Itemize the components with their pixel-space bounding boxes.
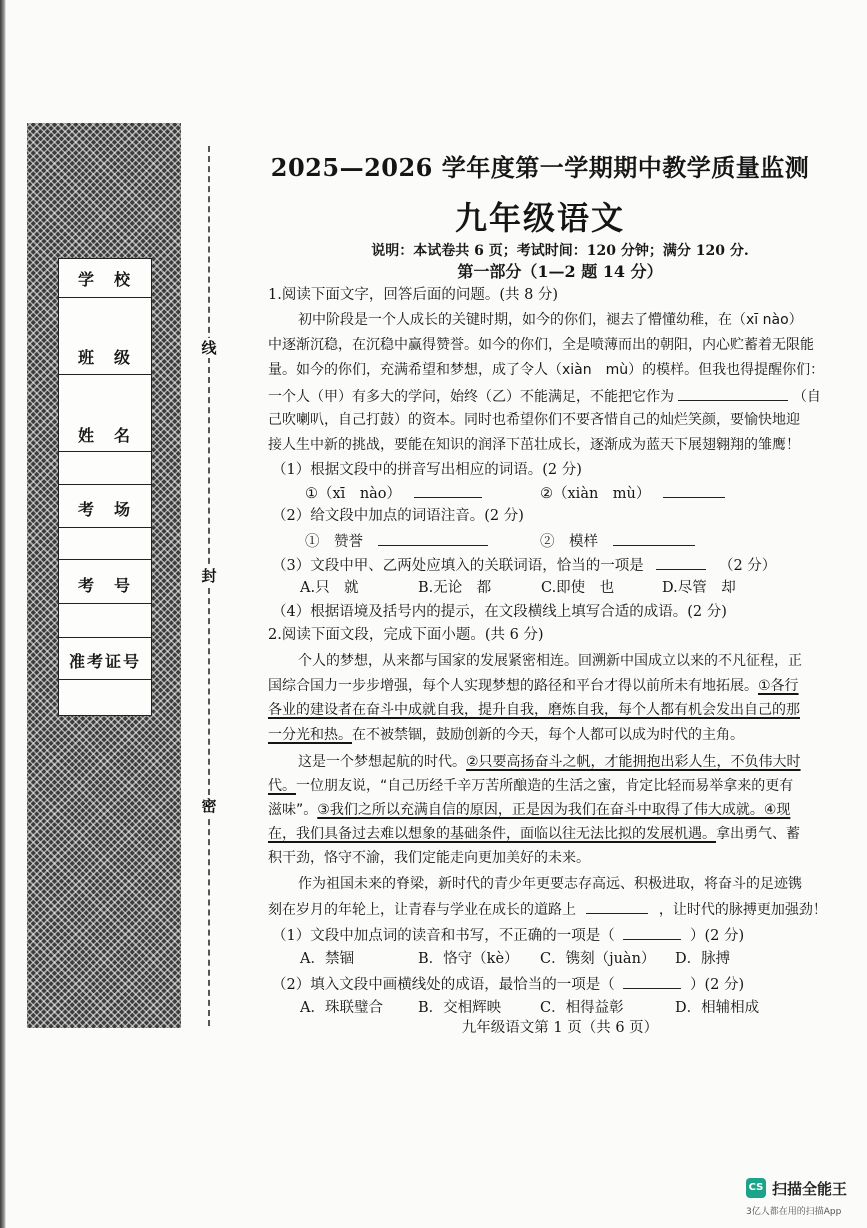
- idiom-blank: [678, 385, 788, 401]
- answer-blank: [414, 482, 482, 498]
- underlined-sentence-1: ①各行: [758, 678, 799, 694]
- q1-sub1-item-b: ②（xiàn mù）: [540, 482, 725, 504]
- q2-sub1-option: C．镌刻（juàn）: [540, 951, 656, 967]
- underlined-sentence-1: 一分光和热。: [268, 727, 352, 743]
- q2-sub2: （2）填入文段中画横线处的成语，最恰当的一项是（ ）(2 分): [272, 973, 744, 995]
- underlined-sentence-2: 代。: [268, 778, 296, 794]
- student-info-box: [58, 258, 152, 716]
- section-heading: 第一部分（1—2 题 14 分）: [457, 262, 663, 281]
- q1-text-line: 接人生中新的挑战，要能在知识的润泽下茁壮成长，逐渐成为蓝天下展翅翱翔的雏鹰！: [268, 437, 800, 453]
- binding-word-seal: 封: [199, 566, 219, 586]
- write-line: [59, 603, 151, 604]
- q2-text-line: 刻在岁月的年轮上，让青春与学业在成长的道路上 ，让时代的脉搏更加强劲！: [268, 898, 827, 920]
- page-footer: 九年级语文第 1 页（共 6 页）: [461, 1020, 659, 1036]
- q2-text-line: 这是一个梦想起航的时代。②只要高扬奋斗之帆，才能拥抱出彩人生，不负伟大时: [298, 754, 801, 770]
- q1-text-line: 中逐渐沉稳，在沉稳中赢得赞誉。如今的你们，全是喷薄而出的朝阳，内心贮蓄着无限能: [268, 337, 814, 353]
- q1-sub2: （2）给文段中加点的词语注音。(2 分): [272, 508, 524, 524]
- camscanner-tagline: 3亿人都在用的扫描App: [746, 1207, 842, 1217]
- q2-text-line: 积干劲，恪守不渝，我们定能走向更加美好的未来。: [268, 850, 590, 866]
- q2-sub1-option: A．禁锢: [300, 951, 354, 967]
- underlined-sentence-4: 在，我们具备过去难以想象的基础条件，面临以往无法比拟的发展机遇。: [268, 826, 716, 842]
- camscanner-name: 扫描全能王: [772, 1180, 848, 1198]
- field-admission-number: 准考证号: [68, 652, 141, 671]
- q2-text-line: 在，我们具备过去难以想象的基础条件，面临以往无法比拟的发展机遇。拿出勇气、蓄: [268, 826, 800, 842]
- q1-sub3-option: D.尽管 却: [662, 580, 736, 596]
- field-class: 班 级: [77, 348, 132, 367]
- q2-text-line: 国综合国力一步步增强，每个人实现梦想的路径和平台才得以前所未有地拓展。①各行: [268, 678, 799, 694]
- q1-sub4: （4）根据语境及括号内的提示，在文段横线上填写合适的成语。(2 分): [272, 604, 727, 620]
- field-seat-number: 考 号: [77, 576, 132, 595]
- underlined-sentence-1: 各业的建设者在奋斗中成就自我，提升自我，磨炼自我，每个人都有机会发出自己的那: [268, 702, 800, 718]
- binding-dashed-line: [208, 146, 210, 1026]
- q2-sub1: （1）文段中加点词的读音和书写，不正确的一项是（ ）(2 分): [272, 924, 744, 946]
- write-line: [59, 451, 151, 452]
- q2-text-line: 作为祖国未来的脊梁，新时代的青少年更要志存高远、积极进取，将奋斗的足迹镌: [298, 876, 802, 892]
- q1-sub1-item-a: ①（xī nào）: [305, 482, 482, 504]
- q2-text-line: 一分光和热。在不被禁锢，鼓励创新的今天，每个人都可以成为时代的主角。: [268, 727, 744, 743]
- q2-text-line: 个人的梦想，从来都与国家的发展紧密相连。回溯新中国成立以来的不凡征程，正: [298, 653, 802, 669]
- write-line: [59, 559, 151, 560]
- q1-text-line: [268, 385, 821, 407]
- q1-text-line: 量。如今的你们，充满希望和梦想，成了令人（xiàn mù）的模样。但我也得提醒你们：: [268, 362, 825, 378]
- exam-title: 2025—2026 学年度第一学期期中教学质量监测: [270, 153, 810, 182]
- field-exam-room: 考 场: [77, 500, 132, 519]
- exam-instructions: 说明：本试卷共 6 页；考试时间：120 分钟；满分 120 分.: [371, 243, 749, 259]
- answer-blank: [378, 530, 488, 546]
- write-line: [59, 637, 151, 638]
- scan-edge: [0, 0, 6, 1228]
- field-school: 学 校: [77, 270, 132, 289]
- answer-blank: [656, 554, 706, 570]
- field-name: 姓 名: [77, 426, 132, 445]
- q1-sub3-option: A.只 就: [300, 580, 359, 596]
- underlined-sentence-3: ③我们之所以充满自信的原因，正是因为我们在奋斗中取得了伟大成就。④现: [317, 802, 791, 818]
- write-line: [59, 484, 151, 485]
- answer-blank: [663, 482, 725, 498]
- q2-sub2-option: B．交相辉映: [418, 1000, 502, 1016]
- underlined-sentence-2: ②只要高扬奋斗之帆，才能拥抱出彩人生，不负伟大时: [466, 754, 801, 770]
- q1-text-line: 己吹喇叭，自己打鼓）的资本。同时也希望你们不要吝惜自己的灿烂笑颜，要愉快地迎: [268, 412, 800, 428]
- q2-sub1-option: D．脉搏: [675, 951, 731, 967]
- q2-text-line: 滋味”。③我们之所以充满自信的原因，正是因为我们在奋斗中取得了伟大成就。④现: [268, 802, 791, 818]
- q1-sub3-option: C.即使 也: [541, 580, 615, 596]
- idiom-blank: [586, 898, 648, 914]
- q1-sub2-item-a: ① 赞誉: [305, 530, 488, 552]
- q1-sub1: （1）根据文段中的拼音写出相应的词语。(2 分): [272, 462, 582, 478]
- q1-text-part: （自: [792, 389, 821, 405]
- q1-text-part: 一个人（甲）有多大的学问，始终（乙）不能满足，不能把它作为: [268, 389, 674, 405]
- write-line: [59, 297, 151, 298]
- answer-blank: [623, 973, 681, 989]
- write-line: [59, 679, 151, 680]
- write-line: [59, 527, 151, 528]
- q2-sub2-option: A．珠联璧合: [300, 1000, 383, 1016]
- write-line: [59, 374, 151, 375]
- answer-blank: [623, 924, 681, 940]
- q1-sub3-option: B.无论 都: [418, 580, 492, 596]
- q2-text-line: 代。一位朋友说，“自己历经千辛万苦所酿造的生活之蜜，肯定比轻而易举拿来的更有: [268, 778, 794, 794]
- q2-heading: 2.阅读下面文段，完成下面小题。(共 6 分): [268, 627, 544, 643]
- q2-sub2-option: C．相得益彰: [540, 1000, 624, 1016]
- binding-word-line: 线: [199, 338, 219, 358]
- q1-text-line: 初中阶段是一个人成长的关键时期，如今的你们，褪去了懵懂幼稚，在（xī nào）: [298, 312, 803, 328]
- camscanner-logo-icon: CS: [746, 1178, 766, 1198]
- subject-title: 九年级语文: [454, 199, 625, 237]
- q1-heading: 1.阅读下面文字，回答后面的问题。(共 8 分): [268, 287, 559, 303]
- q2-sub1-option: B．恪守（kè）: [418, 951, 519, 967]
- q1-sub2-item-b: ② 模样: [540, 530, 695, 552]
- answer-blank: [613, 530, 695, 546]
- q2-sub2-option: D．相辅相成: [675, 1000, 760, 1016]
- q1-sub3: （3）文段中甲、乙两处应填入的关联词语，恰当的一项是 （2 分）: [272, 554, 776, 576]
- binding-word-secret: 密: [199, 796, 219, 816]
